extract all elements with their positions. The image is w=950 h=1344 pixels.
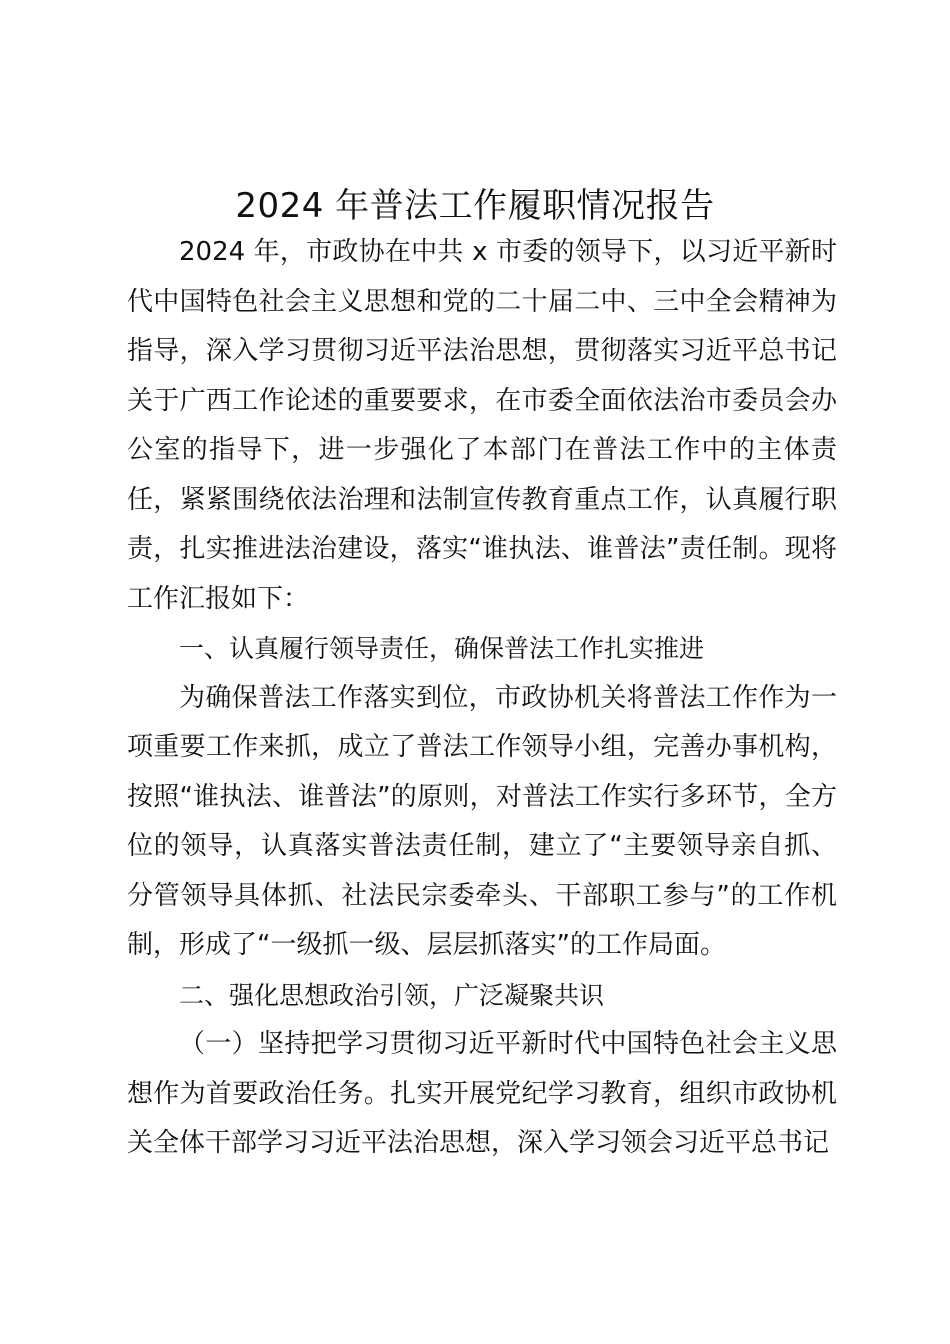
section-heading-2: 二、强化思想政治引领，广泛凝聚共识 (179, 980, 605, 1010)
section-1-paragraph: 为确保普法工作落实到位，市政协机关将普法工作作为一项重要工作来抓，成立了普法工作领导小组，完善办事机构，按照“谁执法、谁普法”的原则，对普法工作实行多环节，全方位的领导，认真落实普法责任制，建立了“主要领导亲自抓、分管领导具体抓、社法民宗委牵头、干部职工参与”的工作机制，形成了“一级抓一级、层层抓落实”的工作局面。 (127, 682, 837, 960)
intro-paragraph: 2024 年，市政协在中共 x 市委的领导下，以习近平新时代中国特色社会主义思想和党的二十届二中、三中全会精神为指导，深入学习贯彻习近平法治思想，贯彻落实习近平总书记关于广西工作论述的重要要求，在市委全面依法治市委员会办公室的指导下，进一步强化了本部门在普法工作中的主体责任，紧紧围绕依法治理和法制宣传教育重点工作，认真履行职责，扎实推进法治建设，落实“谁执法、谁普法”责任制。现将工作汇报如下： (127, 237, 837, 614)
document-title: 2024 年普法工作履职情况报告 (235, 186, 715, 226)
section-heading-1: 一、认真履行领导责任，确保普法工作扎实推进 (179, 634, 705, 663)
section-2-paragraph: （一）坚持把学习贯彻习近平新时代中国特色社会主义思想作为首要政治任务。扎实开展党纪学习教育，组织市政协机关全体干部学习习近平法治思想，深入学习领会习近平总书记 (127, 1029, 837, 1158)
document-body (127, 228, 837, 1169)
